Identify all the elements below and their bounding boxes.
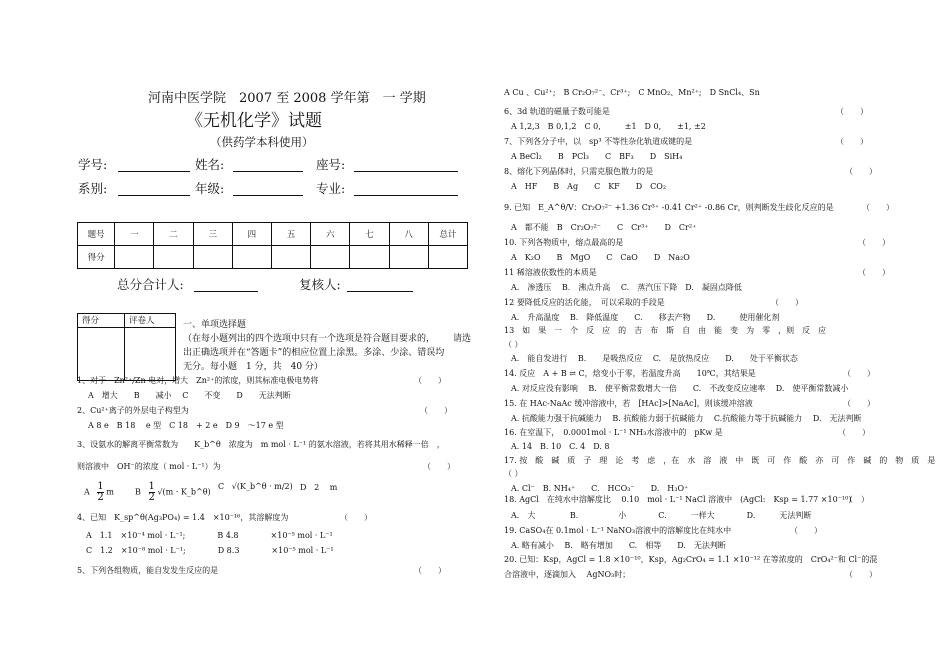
score-input-cell[interactable] — [115, 246, 154, 269]
grade-field[interactable] — [233, 195, 303, 196]
answer-blank[interactable]: （ ） — [838, 428, 870, 437]
answer-blank[interactable]: （ ） — [843, 369, 875, 378]
section1-desc: （在每小题列出的四个选项中只有一个选项是符合题目要求的， — [183, 334, 436, 344]
right-question-line: 18. AgCl 在纯水中溶解度比 0.10 mol · L⁻¹ NaCl 溶液中 (AgCl: Ksp = 1.77 ×10⁻¹⁰) — [504, 495, 852, 504]
total-scorer-label: 总分合计人: — [117, 277, 184, 292]
question-5: 5、下列各组物质，能自发发生反应的是 — [77, 566, 219, 575]
score-header-cell: 一 — [115, 223, 154, 246]
right-question-line: （ ） — [504, 469, 523, 478]
student-id-label: 学号: — [78, 157, 108, 172]
q3-option-d — [300, 482, 337, 493]
score-header-cell: 三 — [193, 223, 232, 246]
question-options: A 1.1 ×10⁻⁴ mol · L⁻¹; B 4.8 ×10⁻⁵ mol · L⁻¹ — [86, 531, 333, 540]
score-input-cell[interactable] — [154, 246, 193, 269]
answer-blank[interactable]: （ ） — [843, 399, 875, 408]
right-question-line: 6、3d 轨道的磁量子数可能是 — [504, 107, 610, 116]
option-label: A — [84, 487, 90, 497]
department-field[interactable] — [118, 195, 190, 196]
numerator: 1 — [97, 481, 104, 492]
exam-subtitle: （供药学本科使用） — [210, 135, 314, 149]
right-question-line: （ ） — [504, 340, 523, 349]
score-input-cell[interactable] — [389, 246, 428, 269]
numerator: 1 — [148, 481, 155, 492]
right-question-line: A. Cl⁻ B. NH₄⁺ C. HCO₃⁻ D. H₃O⁺ — [511, 484, 689, 493]
right-question-line: A. 能自发进行 B. 是吸热反应 C. 是放热反应 D. 处于平衡状态 — [511, 354, 798, 363]
right-question-line: A. 大 B. 小 C. 一样大 D. 无法判断 — [511, 511, 812, 520]
reviewer-field[interactable] — [347, 291, 413, 292]
grade-label: 年级: — [195, 181, 225, 196]
department-label: 系别: — [78, 181, 108, 196]
grader-box — [77, 313, 176, 381]
score-row-label: 得分 — [78, 246, 115, 269]
option-label: D — [300, 483, 307, 492]
fraction — [97, 482, 103, 503]
right-question-line: 15. 在 HAc-NaAc 缓冲溶液中，若 [HAc]>[NaAc]，则该缓冲溶液 — [504, 399, 753, 408]
sqrt-expression: √(K_b^θ · m/2) — [231, 482, 293, 491]
score-header-cell: 六 — [311, 223, 350, 246]
fraction — [149, 482, 155, 503]
question-options: A 增大 B 减小 C 不变 D 无法判断 — [88, 391, 291, 400]
answer-blank[interactable]: （ ） — [845, 570, 877, 579]
reviewer-label: 复核人: — [299, 277, 341, 292]
name-field[interactable] — [233, 171, 303, 172]
right-question-line: A 1,2,3 B 0,1,2 C 0, ±1 D 0, ±1, ±2 — [511, 122, 706, 131]
answer-blank[interactable]: （ ） — [414, 376, 446, 385]
right-question-line: A. 略有减小 B. 略有增加 C. 相等 D. 无法判断 — [511, 541, 726, 550]
q3-option-b — [135, 482, 211, 503]
exam-header-line: 河南中医学院 2007 至 2008 学年第 一 学期 — [148, 91, 426, 106]
right-question-line: 10. 下列各物质中，熔点最高的是 — [504, 238, 624, 247]
student-id-field[interactable] — [118, 171, 190, 172]
right-question-line: 9. 已知 E_A^θ/V：Cr₂O₇²⁻ +1.36 Cr³⁺ -0.41 Cr²⁺ -0.86 Cr，则判断发生歧化反应的是 — [504, 203, 834, 212]
right-question-line: A HF B Ag C KF D CO₂ — [511, 182, 667, 191]
score-header-cell: 八 — [389, 223, 428, 246]
right-question-line: 14. 反应 A + B ⇌ C，焓变小于零，若温度升高 10℃，其结果是 — [504, 369, 756, 378]
score-header-cell: 总计 — [428, 223, 467, 246]
answer-blank[interactable]: （ ） — [862, 203, 894, 212]
right-question-line: A 都不能 B Cr₂O₇²⁻ C Cr³⁺ D Cr²⁺ — [511, 223, 697, 232]
q3-option-a — [84, 482, 114, 503]
right-question-line: 20. 已知：Ksp，AgCl = 1.8 ×10⁻¹⁰，Ksp，Ag₂CrO₄ = 1.1 ×10⁻¹² 在等浓度的 CrO₄²⁻和 Cl⁻的混 — [504, 555, 878, 564]
name-label: 姓名: — [195, 157, 225, 172]
score-header-cell: 七 — [350, 223, 389, 246]
question-3: 3、设氨水的解离平衡常数为 K_b^θ 浓度为 m mol · L⁻¹ 的氨水溶液，若将其用水稀释一倍 ， — [77, 440, 445, 449]
score-header-cell: 题号 — [78, 223, 115, 246]
question-options: A 8 e B 18 e 型 C 18 + 2 e D 9 ～17 e 型 — [88, 421, 284, 430]
score-input-cell[interactable] — [428, 246, 467, 269]
answer-blank[interactable]: （ ） — [845, 167, 877, 176]
score-header-cell: 二 — [154, 223, 193, 246]
score-input-cell[interactable] — [193, 246, 232, 269]
grader-score-cell[interactable] — [78, 328, 125, 381]
option-value: 2 m — [314, 483, 338, 492]
answer-blank[interactable]: （ ） — [414, 566, 446, 575]
denominator: 2 — [148, 492, 155, 503]
right-question-line: A BeCl₂ B PCl₃ C BF₃ D SiH₄ — [511, 152, 683, 161]
score-header-cell: 五 — [271, 223, 310, 246]
right-question-line: 16. 在室温下， 0.0001mol · L⁻¹ NH₃水溶液中的 pKw 是 — [504, 428, 723, 437]
right-question-line: A. 渗透压 B. 沸点升高 C. 蒸汽压下降 D. 凝固点降低 — [511, 283, 742, 292]
option-label: B — [135, 487, 141, 497]
right-question-line: 11 稀溶液依数性的本质是 — [504, 268, 597, 277]
answer-blank[interactable]: （ ） — [836, 107, 868, 116]
answer-blank[interactable]: （ ） — [858, 238, 890, 247]
section1-heading: 一、单项选择题 — [183, 320, 247, 330]
score-input-cell[interactable] — [271, 246, 310, 269]
question-3-cont: 则溶液中 OH⁻的浓度（ mol · L⁻¹）为 — [77, 462, 221, 471]
right-question-line: 合溶液中，逐滴加入 AgNO₃时； — [504, 570, 631, 579]
exam-title: 《无机化学》试题 — [186, 111, 322, 131]
seat-field[interactable] — [354, 171, 458, 172]
answer-blank[interactable]: （ ） — [845, 495, 869, 504]
right-question-line: 12 要降低反应的活化能， 可以采取的手段是 — [504, 298, 665, 307]
grader-name-label: 评卷人 — [125, 314, 176, 328]
answer-blank[interactable]: （ ） — [340, 513, 372, 522]
grader-name-cell[interactable] — [125, 328, 176, 381]
section1-desc-end: 请选 — [453, 334, 472, 344]
q3-option-c — [218, 482, 293, 491]
grader-score-label: 得分 — [78, 314, 125, 328]
right-question-line: 17. 按 酸 碱 质 子 理 论 考 虑 ，在 水 溶 液 中 既 可 作 酸 亦 可 作 碱 的 物 质 是 — [504, 456, 936, 465]
right-question-line: 13 如 果 一 个 反 应 的 吉 布 斯 自 由 能 变 为 零 ，则 反 应 — [504, 326, 827, 335]
right-question-line: A. 对反应没有影响 B. 使平衡常数增大一倍 C. 不改变反应速率 D. 使平衡常数减小 — [511, 384, 849, 393]
question-2: 2、Cu²⁺离子的外层电子构型为 — [77, 406, 189, 415]
right-question-line: 19. CaSO₄在 0.1mol · L⁻¹ NaNO₃溶液中的溶解度比在纯水中 — [504, 526, 732, 535]
answer-blank[interactable]: （ ） — [771, 298, 803, 307]
total-scorer-field[interactable] — [194, 291, 258, 292]
score-header-cell: 四 — [232, 223, 271, 246]
seat-label: 座号: — [316, 157, 346, 172]
right-question-line: A Cu 、Cu²⁺; B Cr₂O₇²⁻、Cr³⁺; C MnO₂、Mn²⁺; D SnCl₄、Sn — [504, 88, 760, 97]
question-4: 4、已知 K_sp^θ(Ag₃PO₄) = 1.4 ×10⁻¹⁶，其溶解度为 — [77, 513, 289, 522]
score-input-cell[interactable] — [311, 246, 350, 269]
right-question-line: A. 抗酸能力强于抗碱能力 B. 抗酸能力弱于抗碱能力 C.抗酸能力等于抗碱能力 D. 无法判断 — [511, 414, 862, 423]
answer-blank[interactable]: （ ） — [790, 526, 822, 535]
right-question-line: 7、下列各分子中，以 sp³ 不等性杂化轨道成键的是 — [504, 137, 693, 146]
denominator: 2 — [97, 492, 104, 503]
major-field[interactable] — [354, 195, 458, 196]
right-question-line: 8、熔化下列晶体时，只需克服色散力的是 — [504, 167, 654, 176]
option-label: C — [218, 482, 225, 491]
score-table — [77, 222, 468, 269]
variable: m — [106, 487, 114, 497]
answer-blank[interactable]: （ ） — [423, 462, 455, 471]
question-options: C 1.2 ×10⁻⁸ mol · L⁻¹; D 8.3 ×10⁻⁵ mol · L⁻¹ — [86, 546, 334, 555]
sqrt-expression: √(m · K_b^θ) — [157, 487, 211, 497]
score-input-cell[interactable] — [232, 246, 271, 269]
right-question-line: A. 升高温度 B. 降低温度 C. 移去产物 D. 使用催化剂 — [511, 313, 780, 322]
answer-blank[interactable]: （ ） — [836, 137, 868, 146]
section1-desc: 无分。每小题 1 分，共 40 分） — [183, 362, 323, 372]
answer-blank[interactable]: （ ） — [420, 406, 452, 415]
section1-desc: 出正确选项并在“答题卡”的相应位置上涂黑。多涂、少涂、错误均 — [183, 348, 445, 358]
question-1: 1、对于 Zn²⁺/Zn 电对，增大 Zn²⁺的浓度，则其标准电极电势将 — [77, 376, 319, 385]
answer-blank[interactable]: （ ） — [858, 268, 890, 277]
right-question-line: A. 14 B. 10 C. 4 D. 8 — [511, 442, 610, 451]
right-question-line: A K₂O B MgO C CaO D Na₂O — [511, 253, 690, 262]
score-input-cell[interactable] — [350, 246, 389, 269]
major-label: 专业: — [316, 181, 346, 196]
